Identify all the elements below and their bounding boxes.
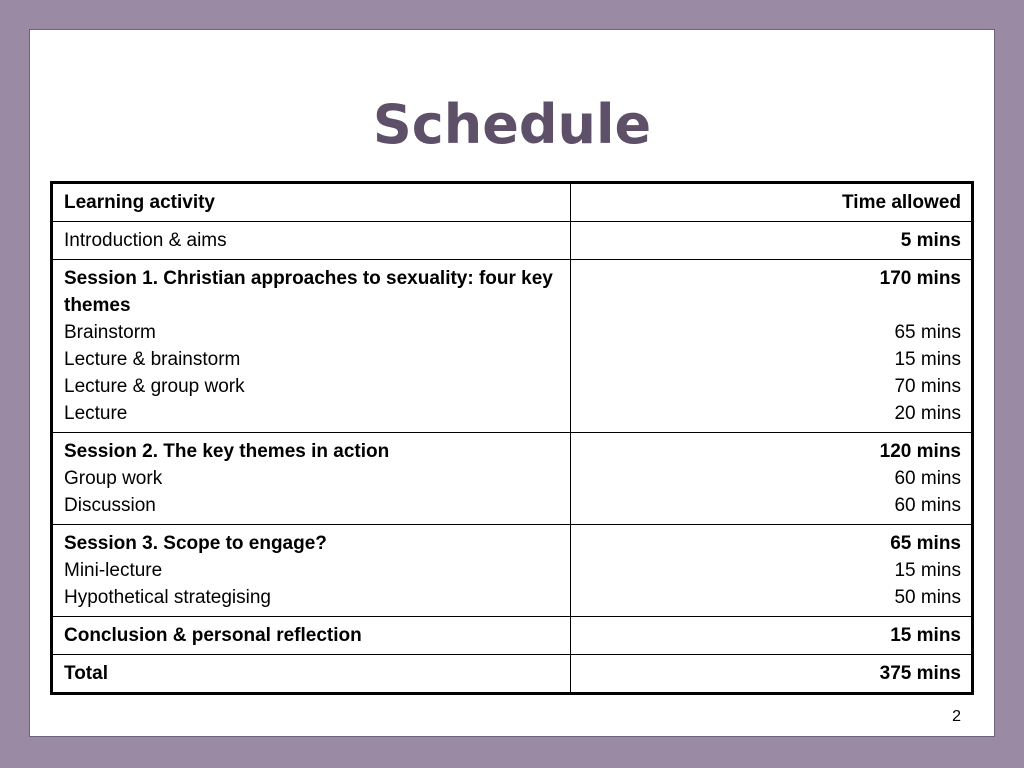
session-1-title: Session 1. Christian approaches to sexuality: four key themes bbox=[64, 268, 553, 316]
slide bbox=[29, 29, 995, 737]
session-2-item-time: 60 mins bbox=[894, 495, 961, 516]
session-1-item: Brainstorm bbox=[64, 322, 156, 343]
session-1-times bbox=[571, 260, 973, 433]
session-1-item-time: 15 mins bbox=[894, 349, 961, 370]
conclusion-time: 15 mins bbox=[571, 617, 973, 655]
session-1-total-time: 170 mins bbox=[879, 268, 961, 289]
session-2-title: Session 2. The key themes in action bbox=[64, 441, 390, 462]
session-1-item: Lecture & group work bbox=[64, 376, 245, 397]
session-1-item-time: 70 mins bbox=[894, 376, 961, 397]
table-row-total bbox=[52, 655, 973, 694]
table-row-conclusion bbox=[52, 617, 973, 655]
session-2-item: Discussion bbox=[64, 495, 156, 516]
session-3-item: Hypothetical strategising bbox=[64, 587, 271, 608]
table-row-intro bbox=[52, 222, 973, 260]
intro-time: 5 mins bbox=[571, 222, 973, 260]
session-3-item-time: 50 mins bbox=[894, 587, 961, 608]
table-row-session-1 bbox=[52, 260, 973, 433]
total-time: 375 mins bbox=[571, 655, 973, 694]
session-3-item: Mini-lecture bbox=[64, 560, 163, 581]
session-2-item-time: 60 mins bbox=[894, 468, 961, 489]
schedule-table bbox=[50, 181, 974, 695]
table-row-session-3 bbox=[52, 525, 973, 617]
page-title: Schedule bbox=[372, 93, 652, 156]
session-2-times bbox=[571, 433, 973, 525]
session-2-item: Group work bbox=[64, 468, 163, 489]
session-3-item-time: 15 mins bbox=[894, 560, 961, 581]
session-1-item-time: 20 mins bbox=[894, 403, 961, 424]
table-row-session-2 bbox=[52, 433, 973, 525]
total-label: Total bbox=[52, 655, 571, 694]
intro-activity: Introduction & aims bbox=[52, 222, 571, 260]
session-3-title: Session 3. Scope to engage? bbox=[64, 533, 327, 554]
page-number: 2 bbox=[952, 708, 961, 725]
column-header-activity: Learning activity bbox=[52, 183, 571, 222]
session-1-item-time: 65 mins bbox=[894, 322, 961, 343]
spacer-line bbox=[582, 292, 961, 319]
conclusion-activity: Conclusion & personal reflection bbox=[52, 617, 571, 655]
column-header-time: Time allowed bbox=[571, 183, 973, 222]
session-2-activities bbox=[52, 433, 571, 525]
session-2-total-time: 120 mins bbox=[879, 441, 961, 462]
session-1-item: Lecture bbox=[64, 403, 128, 424]
session-3-activities bbox=[52, 525, 571, 617]
session-3-total-time: 65 mins bbox=[890, 533, 961, 554]
session-3-times bbox=[571, 525, 973, 617]
session-1-item: Lecture & brainstorm bbox=[64, 349, 241, 370]
table-header-row bbox=[52, 183, 973, 222]
session-1-activities bbox=[52, 260, 571, 433]
